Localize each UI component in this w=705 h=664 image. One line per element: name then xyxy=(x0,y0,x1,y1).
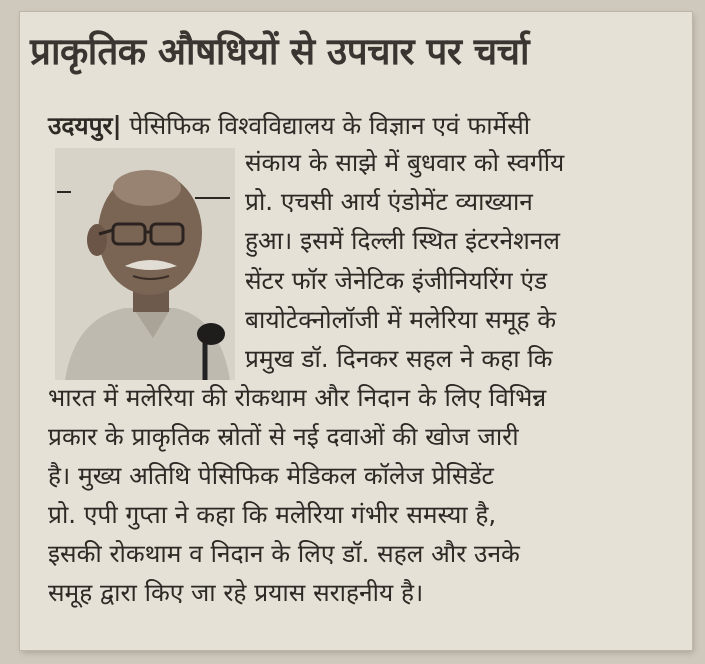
article-line: समूह द्वारा किए जा रहे प्रयास सराहनीय है। xyxy=(48,578,424,607)
headline: प्राकृतिक औषधियों से उपचार पर चर्चा xyxy=(30,30,530,73)
dateline: उदयपुर| xyxy=(48,111,122,140)
article-line: प्रकार के प्राकृतिक स्रोतों से नई दवाओं की खोज जारी xyxy=(48,422,519,451)
speaker-photo xyxy=(55,148,235,380)
article-line: हुआ। इसमें दिल्ली स्थित इंटरनेशनल xyxy=(245,226,560,255)
article-line: संकाय के साझे में बुधवार को स्वर्गीय xyxy=(245,148,565,177)
article-line: प्रो. एचसी आर्य एंडोमेंट व्याख्यान xyxy=(245,187,533,216)
article-first-line xyxy=(48,109,530,143)
article-line: भारत में मलेरिया की रोकथाम और निदान के लिए विभिन्न xyxy=(48,383,547,412)
portrait-image xyxy=(55,148,235,380)
article-line: सेंटर फॉर जेनेटिक इंजीनियरिंग एंड xyxy=(245,266,548,295)
article-line: प्रो. एपी गुप्ता ने कहा कि मलेरिया गंभीर समस्या है, xyxy=(48,500,497,529)
article-line: है। मुख्य अतिथि पेसिफिक मेडिकल कॉलेज प्रेसिडेंट xyxy=(48,461,494,490)
article-line: प्रमुख डॉ. दिनकर सहल ने कहा कि xyxy=(245,344,553,373)
article-line: पेसिफिक विश्वविद्यालय के विज्ञान एवं फार्मेसी xyxy=(129,111,531,140)
article-line: इसकी रोकथाम व निदान के लिए डॉ. सहल और उनके xyxy=(48,539,520,568)
article-line: बायोटेक्नोलॉजी में मलेरिया समूह के xyxy=(245,305,557,334)
